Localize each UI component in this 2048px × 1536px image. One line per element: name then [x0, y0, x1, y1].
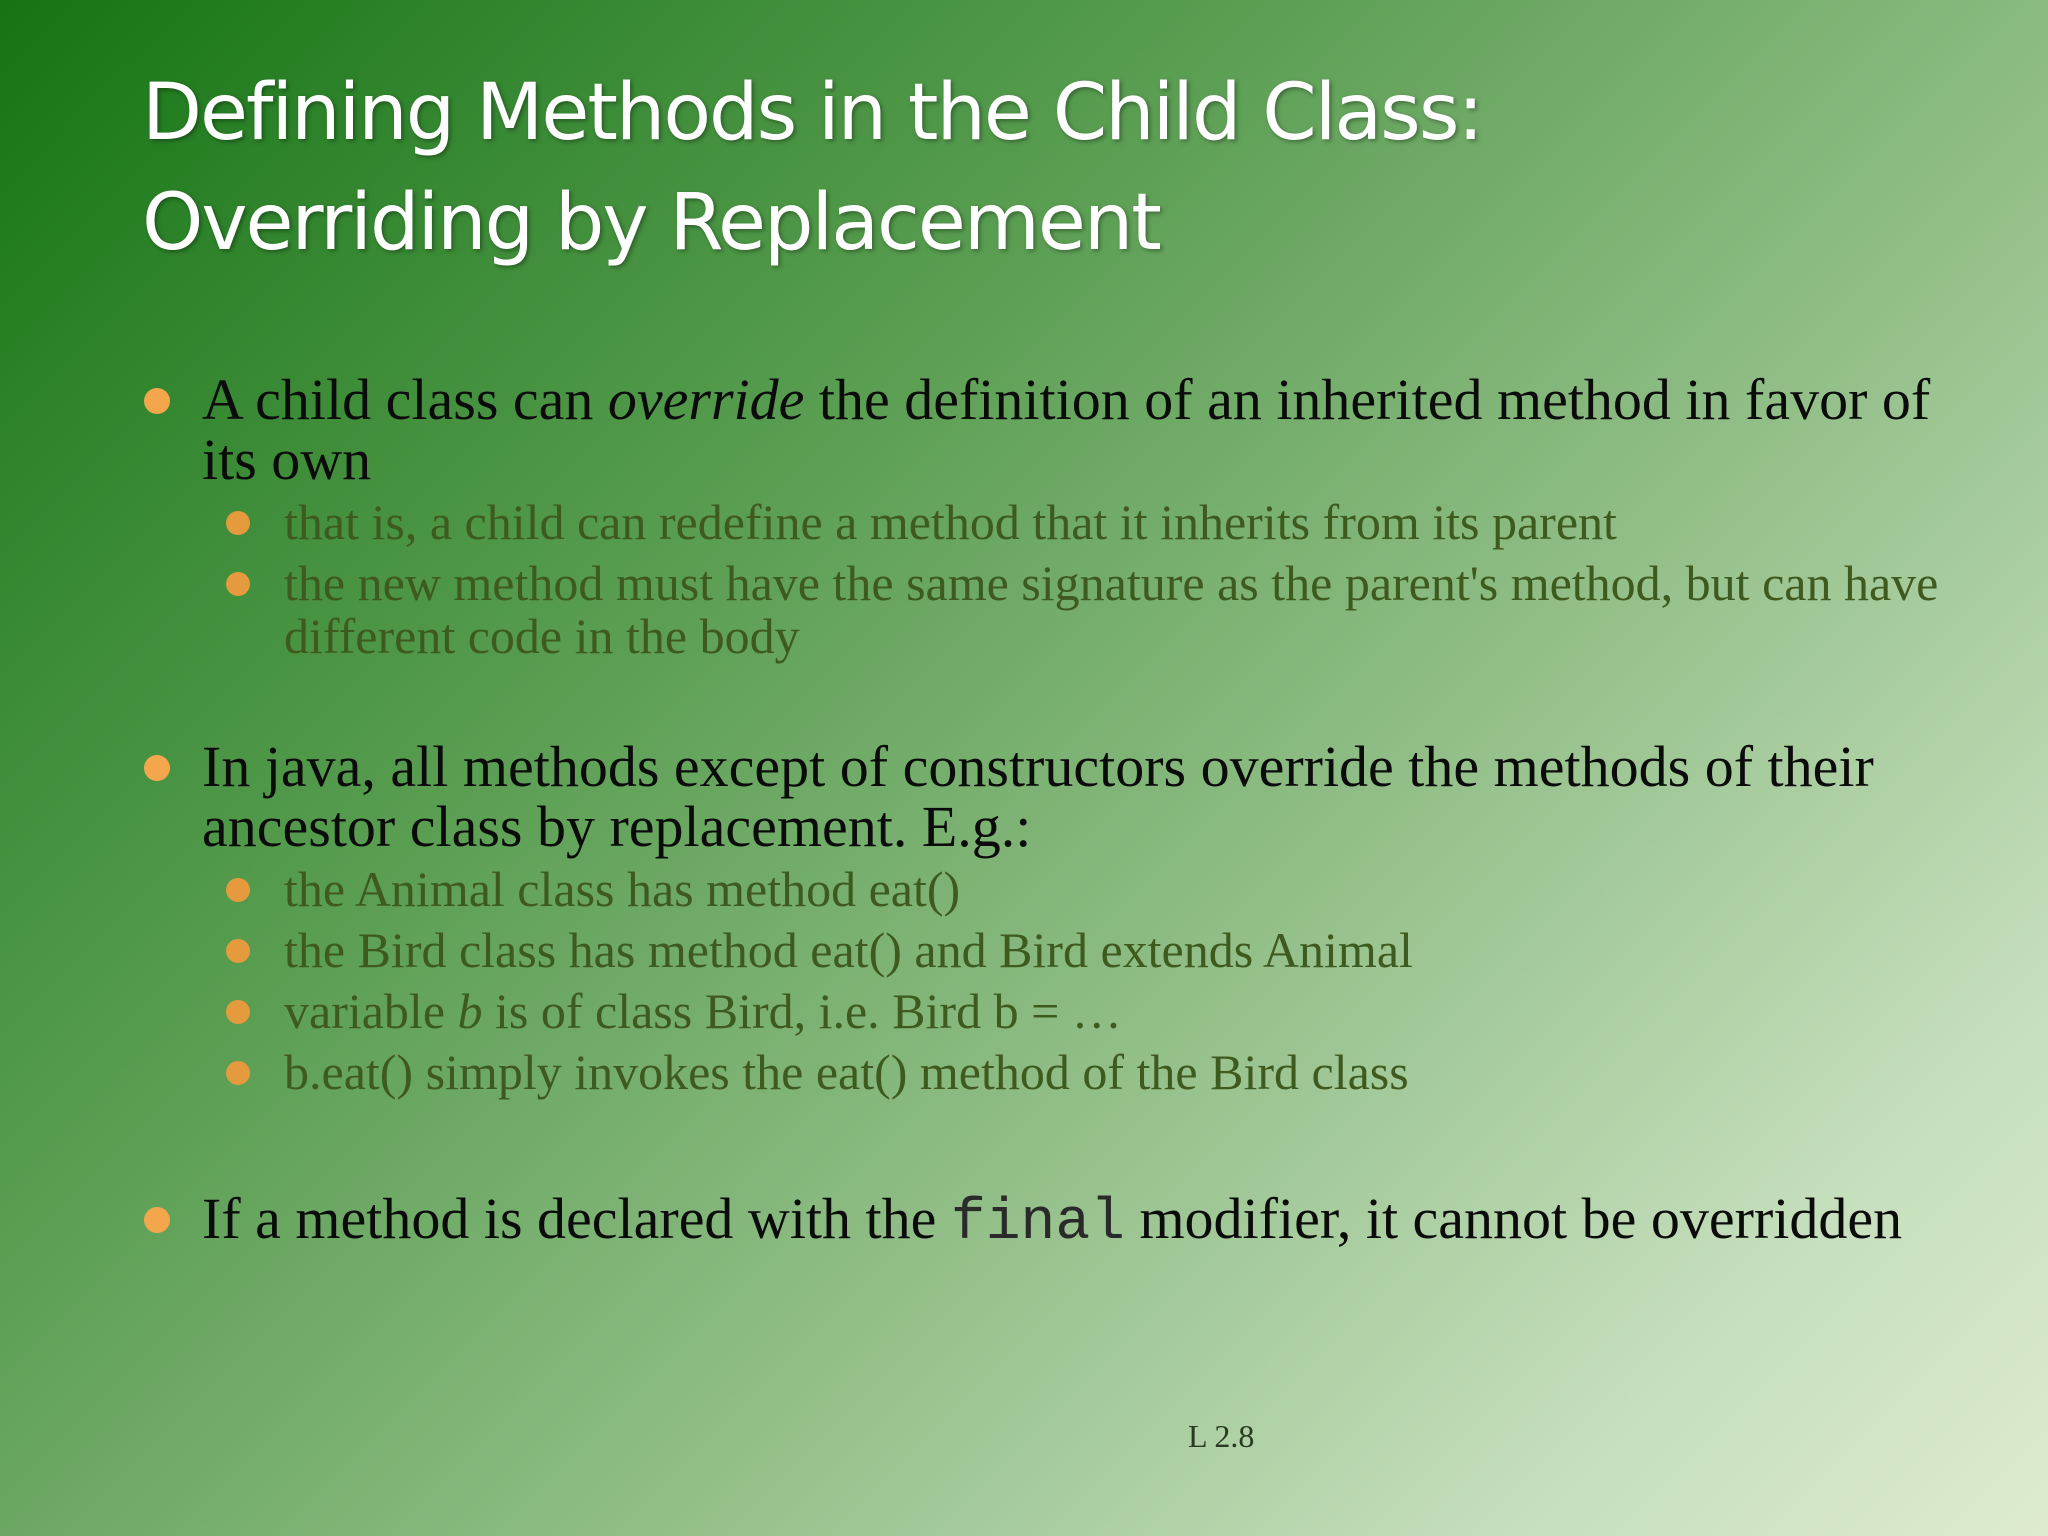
bullet-dot-icon [144, 1207, 170, 1233]
sub-bullet-text: the Bird class has method eat() and Bird extends Animal [284, 922, 1413, 978]
page-number: L 2.8 [1188, 1418, 1255, 1454]
sub-bullet-item [140, 557, 1990, 663]
sub-bullet-dot-icon [226, 939, 250, 963]
sub-bullet-item [140, 924, 1990, 977]
bullet-text: modifier, it cannot be overridden [1124, 1186, 1903, 1251]
sub-bullet-text: the new method must have the same signature as the parent's method, but can have different code in the body [284, 555, 1939, 664]
bullet-text: In java, all methods except of constructors override the methods of their ancestor class by replacement. E.g.: [202, 734, 1874, 859]
sub-bullet-dot-icon [226, 1000, 250, 1024]
variable-name: b [457, 983, 483, 1039]
bullet-text: A child class can [202, 367, 608, 432]
bullet-item-override [140, 367, 1990, 492]
sub-bullet-text: that is, a child can redefine a method that it inherits from its parent [284, 494, 1617, 550]
bullet-emphasis: override [607, 367, 805, 432]
sub-bullet-item [140, 1046, 1990, 1099]
bullet-text: If a method is declared with the [202, 1186, 951, 1251]
bullet-item-java-overriding [140, 734, 1990, 859]
sub-bullet-item [140, 496, 1990, 549]
sub-bullet-text: is of class Bird, i.e. Bird b = … [482, 983, 1122, 1039]
bullet-list [140, 367, 1990, 1256]
slide-title [142, 58, 1842, 278]
sub-bullet-item [140, 985, 1990, 1038]
sub-bullet-item [140, 863, 1990, 916]
title-line-1: Defining Methods in the Child Class: [142, 68, 1482, 158]
bullet-dot-icon [144, 755, 170, 781]
sub-bullet-text: variable [284, 983, 458, 1039]
sub-bullet-dot-icon [226, 878, 250, 902]
bullet-dot-icon [144, 388, 170, 414]
sub-bullet-dot-icon [226, 1061, 250, 1085]
sub-bullet-text: the Animal class has method eat() [284, 861, 961, 917]
bullet-item-final [140, 1186, 1990, 1256]
title-line-2: Overriding by Replacement [142, 178, 1160, 268]
sub-bullet-dot-icon [226, 572, 250, 596]
code-keyword: final [950, 1191, 1125, 1256]
sub-bullet-text: b.eat() simply invokes the eat() method of the Bird class [284, 1044, 1409, 1100]
sub-bullet-dot-icon [226, 511, 250, 535]
bullet-text: the definition of an inherited method in favor of its own [202, 367, 1931, 492]
